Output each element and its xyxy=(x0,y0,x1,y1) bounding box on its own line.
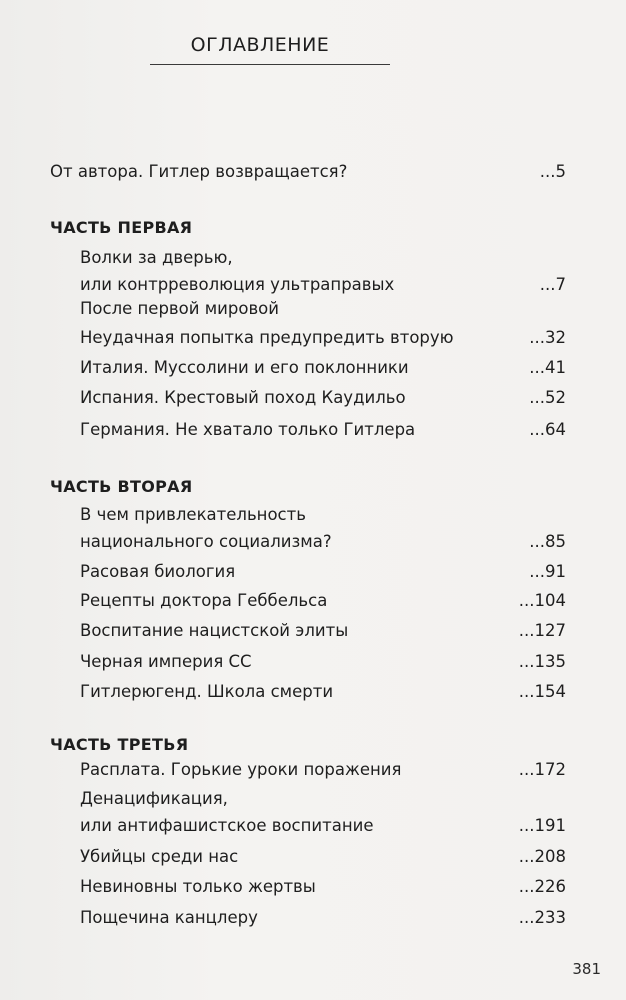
entry-title-continued: или контрреволюция ультраправых xyxy=(80,275,395,294)
page-number: 381 xyxy=(572,960,601,978)
entry-title-continued: или антифашистское воспитание xyxy=(80,816,374,835)
page-title: ОГЛАВЛЕНИЕ xyxy=(190,34,330,56)
entry-page: ...64 xyxy=(529,420,566,439)
entry-title: Германия. Не хватало только Гитлера xyxy=(80,420,416,439)
entry-page: ...32 xyxy=(529,328,566,347)
entry-title: Испания. Крестовый поход Каудильо xyxy=(80,388,406,407)
toc-entry xyxy=(80,356,566,380)
entry-title-continued: национального социализма? xyxy=(80,532,332,551)
entry-page: ...127 xyxy=(518,621,566,640)
entry-title: От автора. Гитлер возвращается? xyxy=(50,162,348,181)
entry-page: ...104 xyxy=(518,591,566,610)
toc-entry xyxy=(80,680,566,704)
part-heading-2: ЧАСТЬ ВТОРАЯ xyxy=(50,477,193,496)
toc-entry xyxy=(80,297,566,321)
toc-entry xyxy=(80,619,566,643)
part-heading-1: ЧАСТЬ ПЕРВАЯ xyxy=(50,218,193,237)
title-underline xyxy=(150,64,390,65)
toc-entry xyxy=(80,246,566,298)
entry-title: Воспитание нацистской элиты xyxy=(80,621,349,640)
entry-page: ...91 xyxy=(529,562,566,581)
entry-title: После первой мировой xyxy=(80,299,279,318)
toc-entry xyxy=(80,326,566,350)
entry-title: Волки за дверью, xyxy=(80,248,233,267)
entry-title: Рецепты доктора Геббельса xyxy=(80,591,328,610)
toc-entry xyxy=(80,503,566,555)
entry-page: ...191 xyxy=(518,816,566,835)
entry-title: Расовая биология xyxy=(80,562,236,581)
toc-entry xyxy=(80,650,566,674)
entry-page: ...85 xyxy=(529,532,566,551)
toc-entry xyxy=(80,386,566,410)
entry-page: ...41 xyxy=(529,358,566,377)
entry-page: ...7 xyxy=(539,275,566,294)
entry-page: ...154 xyxy=(518,682,566,701)
toc-entry xyxy=(80,845,566,869)
toc-entry-intro xyxy=(50,160,566,184)
entry-page: ...226 xyxy=(518,877,566,896)
entry-page: ...172 xyxy=(518,760,566,779)
toc-entry xyxy=(80,906,566,930)
entry-page: ...135 xyxy=(518,652,566,671)
entry-title: Неудачная попытка предупредить вторую xyxy=(80,328,454,347)
entry-page: ...208 xyxy=(518,847,566,866)
entry-title: Пощечина канцлеру xyxy=(80,908,258,927)
toc-entry xyxy=(80,875,566,899)
toc-entry xyxy=(80,560,566,584)
entry-title: Убийцы среди нас xyxy=(80,847,239,866)
entry-title: В чем привлекательность xyxy=(80,505,306,524)
toc-entry xyxy=(80,787,566,839)
entry-title: Невиновны только жертвы xyxy=(80,877,316,896)
part-heading-3: ЧАСТЬ ТРЕТЬЯ xyxy=(50,735,189,754)
entry-page: ...52 xyxy=(529,388,566,407)
entry-page: ...233 xyxy=(518,908,566,927)
toc-entry xyxy=(80,758,566,782)
entry-title: Гитлерюгенд. Школа смерти xyxy=(80,682,334,701)
entry-title: Италия. Муссолини и его поклонники xyxy=(80,358,409,377)
toc-entry xyxy=(80,418,566,442)
entry-title: Расплата. Горькие уроки поражения xyxy=(80,760,402,779)
entry-page: ...5 xyxy=(539,162,566,181)
toc-entry xyxy=(80,589,566,613)
entry-title: Черная империя СС xyxy=(80,652,252,671)
entry-title: Денацификация, xyxy=(80,789,228,808)
